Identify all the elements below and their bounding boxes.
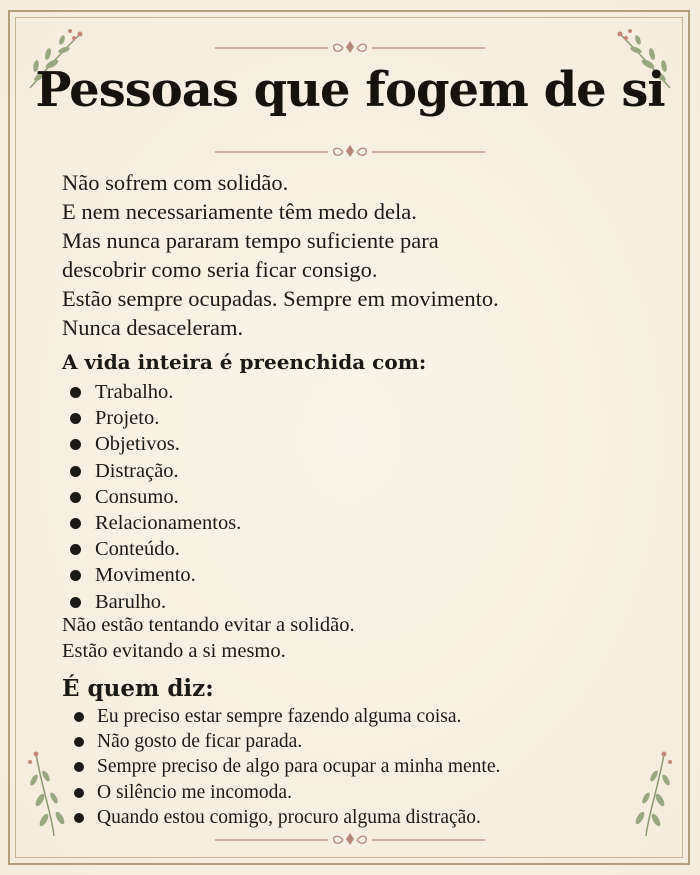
intro-line: Estão sempre ocupadas. Sempre em movimento. — [62, 286, 499, 311]
list-item-text: Eu preciso estar sempre fazendo alguma coisa. — [97, 706, 462, 727]
list-item-text: Consumo. — [95, 485, 179, 508]
list-item-text: Movimento. — [95, 564, 196, 587]
bullet-dot-icon — [70, 466, 81, 477]
list-item-text: Não gosto de ficar parada. — [97, 731, 303, 753]
intro-paragraph — [62, 168, 662, 342]
list-item — [68, 458, 241, 484]
list-item — [72, 780, 500, 805]
bullet-dot-icon — [74, 788, 84, 798]
ornament-divider-icon — [200, 38, 500, 58]
list-item — [72, 704, 500, 729]
list-item — [68, 536, 241, 562]
list-item-text: Objetivos. — [95, 433, 180, 456]
intro-line: Não sofrem com solidão. — [62, 170, 289, 195]
floral-sprig-icon — [610, 748, 676, 840]
list-item — [68, 589, 241, 615]
list-item-text: Quando estou comigo, procuro alguma distração. — [97, 806, 481, 828]
bullet-dot-icon — [74, 762, 84, 772]
bullet-dot-icon — [74, 813, 84, 823]
list-item-text: Relacionamentos. — [95, 512, 242, 535]
list-item — [68, 510, 241, 536]
list-item-text: Sempre preciso de algo para ocupar a minha mente. — [97, 756, 501, 778]
conclusion-line: Estão evitando a si mesmo. — [62, 640, 286, 662]
list-item — [72, 805, 500, 830]
conclusion-paragraph — [62, 612, 662, 664]
bullet-dot-icon — [74, 737, 84, 747]
ornament-divider-icon — [200, 830, 500, 850]
bullet-dot-icon — [70, 387, 81, 398]
quotes-list — [72, 704, 500, 830]
bullet-dot-icon — [70, 413, 81, 424]
list-item — [72, 729, 500, 754]
intro-line: descobrir como seria ficar consigo. — [62, 257, 378, 282]
intro-line: Nunca desaceleram. — [62, 315, 244, 340]
section-heading-life: A vida inteira é preenchida com: — [62, 350, 427, 374]
list-item — [68, 379, 241, 405]
bullet-dot-icon — [70, 439, 81, 450]
section-heading-says: É quem diz: — [62, 675, 214, 702]
list-item-text: Conteúdo. — [95, 538, 180, 561]
list-item-text: Distração. — [95, 459, 179, 482]
page-title: Pessoas que fogem de si — [35, 62, 665, 118]
intro-line: E nem necessariamente têm medo dela. — [62, 199, 417, 224]
list-item — [72, 754, 500, 779]
list-item — [68, 562, 241, 588]
list-item-text: O silêncio me incomoda. — [97, 781, 292, 803]
bullet-dot-icon — [70, 544, 81, 555]
list-item-text: Barulho. — [95, 590, 167, 613]
list-item-text: Trabalho. — [95, 381, 174, 403]
bullet-dot-icon — [70, 597, 81, 608]
list-item — [68, 405, 241, 431]
list-item — [68, 484, 241, 510]
bullet-dot-icon — [70, 518, 81, 529]
bullet-dot-icon — [74, 712, 84, 722]
intro-line: Mas nunca pararam tempo suficiente para — [62, 228, 439, 253]
bullet-dot-icon — [70, 492, 81, 503]
list-item-text: Projeto. — [95, 407, 160, 430]
ornament-divider-icon — [200, 142, 500, 162]
life-list — [68, 379, 241, 615]
bullet-dot-icon — [70, 570, 81, 581]
conclusion-line: Não estão tentando evitar a solidão. — [62, 614, 355, 636]
list-item — [68, 431, 241, 457]
